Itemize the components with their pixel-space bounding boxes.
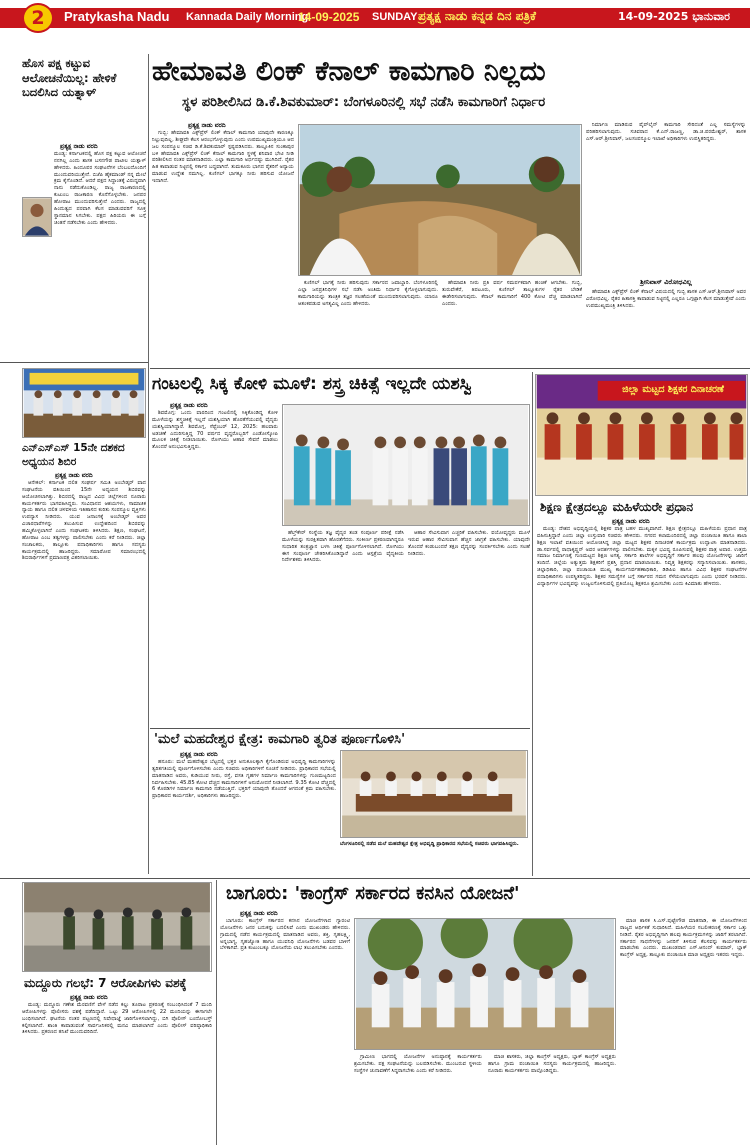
article-body: ಹೇಮಾವತಿ ನೀರು ಪ್ರತಿ ವರ್ಷ ಸಮರ್ಪಕವಾಗಿ ಹಂಚಿಕೆ ಆಗಬೇಕು. ಗುಬ್ಬಿ, ತುರುವೇಕೆರೆ, ತಿಪಟೂರು, ಕುಣಿಗಲ್ ತಾಲ್ಲೂಕುಗಳ ರೈತರ ಬೇಡಿಕೆ ಈಡೇರಿಸಲಾಗುವುದು. ಕೆನಾಲ್ ಕಾಮಗಾರಿಗೆ 400 ಕೋಟಿ ವೆಚ್ಚ ಮಾಡಲಾಗಿದೆ ಎಂದರು. [442, 280, 582, 307]
article-body: ನಿರ್ಮಾಣ ಮಾಡಿರುವ ಪೈಪ್‌ಲೈನ್ ಕಾಮಗಾರಿ ಸೇರಿದಂತೆ ಎಲ್ಲ ಸಮಸ್ಯೆಗಳನ್ನು ಪರಿಹರಿಸಲಾಗುವುದು. ಸಚಿವರಾದ ಕೆ.ಎನ್.ರಾಜಣ್ಣ, ಡಾ.ಜಿ.ಪರಮೇಶ್ವರ್, ಶಾಸಕ ಎಸ್.ಆರ್.ಶ್ರೀನಿವಾಸ್, ಜಲಸಂಪನ್ಮೂಲ ಇಲಾಖೆ ಅಧಿಕಾರಿಗಳು ಉಪಸ್ಥಿತರಿದ್ದರು. [586, 122, 746, 142]
article-byline: ಪ್ರತ್ಯಕ್ಷ ನಾಡು ವರದಿ [180, 751, 218, 758]
article-byline: ಪ್ರತ್ಯಕ್ಷ ನಾಡು ವರದಿ [70, 994, 108, 1001]
masthead-kannada-name: ಪ್ರತ್ಯಕ್ಷ ನಾಡು ಕನ್ನಡ ದಿನ ಪತ್ರಿಕೆ [418, 9, 537, 23]
teachers-day-banner: ಜಿಲ್ಲಾ ಮಟ್ಟದ ಶಿಕ್ಷಕರ ದಿನಾಚರಣೆ [622, 384, 724, 395]
article-body: ಮಂಡ್ಯ: ದೇಶದ ಅಭಿವೃದ್ಧಿಯಲ್ಲಿ ಶಿಕ್ಷಕರ ಪಾತ್ರ ಬಹಳ ಮುಖ್ಯವಾಗಿದೆ. ಶಿಕ್ಷಣ ಕ್ಷೇತ್ರದಲ್ಲೂ ಮಹಿಳೆಯರು ಪ್ರಧಾನ ಪಾತ್ರ ವಹಿಸುತ್ತಿದ್ದಾರೆ ಎಂದು ಜಿಲ್ಲಾ ಉಸ್ತುವಾರಿ ಸಚಿವರು ಹೇಳಿದರು. ನಗರದ ಕಲಾಮಂದಿರದಲ್ಲಿ ಜಿಲ್ಲಾ ಪಂಚಾಯಿತಿ ಹಾಗೂ ಶಾಲಾ ಶಿಕ್ಷಣ ಇಲಾಖೆ ವತಿಯಿಂದ ಆಯೋಜಿಸಿದ್ದ ಜಿಲ್ಲಾ ಮಟ್ಟದ ಶಿಕ್ಷಕರ ದಿನಾಚರಣೆ ಕಾರ್ಯಕ್ರಮ ಉದ್ಘಾಟಿಸಿ ಮಾತನಾಡಿದರು. ಡಾ.ಸರ್ವಪಲ್ಲಿ ರಾಧಾಕೃಷ್ಣನ್ ಅವರ ಆದರ್ಶಗಳನ್ನು ಪಾಲಿಸಬೇಕು. ಮಕ್ಕಳ ಭವಿಷ್ಯ ರೂಪಿಸುವಲ್ಲಿ ಶಿಕ್ಷಕರ ಪಾತ್ರ ಅಪಾರ. ಉತ್ತಮ ಸಮಾಜ ನಿರ್ಮಾಣಕ್ಕೆ ಗುಣಮಟ್ಟದ ಶಿಕ್ಷಣ ಅಗತ್ಯ. ಸರ್ಕಾರಿ ಶಾಲೆಗಳ ಅಭಿವೃದ್ಧಿಗೆ ಸರ್ಕಾರ ಹಲವು ಯೋಜನೆಗಳನ್ನು ಜಾರಿಗೆ ತಂದಿದೆ. ಜಿಲ್ಲೆಯ ಅತ್ಯುತ್ತಮ ಶಿಕ್ಷಕರಿಗೆ ಪ್ರಶಸ್ತಿ ಪ್ರದಾನ ಮಾಡಲಾಯಿತು. ನಿವೃತ್ತ ಶಿಕ್ಷಕರನ್ನು ಸನ್ಮಾನಿಸಲಾಯಿತು. ಶಾಸಕರು, ಜಿಲ್ಲಾಧಿಕಾರಿ, ಜಿಲ್ಲಾ ಪಂಚಾಯಿತಿ ಮುಖ್ಯ ಕಾರ್ಯನಿರ್ವಹಣಾಧಿಕಾರಿ, ಡಿಡಿಪಿಐ ಹಾಗೂ ವಿವಿಧ ಶಿಕ್ಷಕರ ಸಂಘಟನೆಗಳ ಪದಾಧಿಕಾರಿಗಳು ಉಪಸ್ಥಿತರಿದ್ದರು. ಶಿಕ್ಷಕರ ಸಮಸ್ಯೆಗಳ ಬಗ್ಗೆ ಸರ್ಕಾರದ ಗಮನ ಸೆಳೆಯಲಾಗುವುದು ಎಂದು ಭರವಸೆ ನೀಡಿದರು. ವಿದ್ಯಾರ್ಥಿಗಳ ಭವಿಷ್ಯವನ್ನು ಉಜ್ವಲಗೊಳಿಸುವಲ್ಲಿ ಪ್ರತಿಯೊಬ್ಬ ಶಿಕ್ಷಕರೂ ಶ್ರಮಿಸಬೇಕು ಎಂದು ಕಿವಿಮಾತು ಹೇಳಿದರು. [537, 526, 747, 587]
column-rule [216, 880, 217, 1145]
article-body: ಮಂಡ್ಯ: ಕರ್ನಾಟಕದಲ್ಲಿ ಹೊಸ ಪಕ್ಷ ಕಟ್ಟುವ ಆಲೋಚನೆ ನನಗಿಲ್ಲ ಎಂದು ಶಾಸಕ ಬಸನಗೌಡ ಪಾಟೀಲ ಯತ್ನಾಳ್ ಹೇಳಿದರು. ಹಿಂದೂಪರ ಸಂಘಟನೆಗಳ ಬೆಂಬಲದೊಂದಿಗೆ ಮುಂದುವರಿಯುತ್ತೇನೆ. ಬಿಜೆಪಿ ಹೈಕಮಾಂಡ್ ನನ್ನ ಮೇಲೆ ಕ್ರಮ ಕೈಗೊಂಡಿದೆ. ಆದರೆ ಪಕ್ಷದ ಸಿದ್ಧಾಂತಕ್ಕೆ ವಿರುದ್ಧವಾಗಿ ನಾನು ನಡೆದುಕೊಂಡಿಲ್ಲ. ರಾಜ್ಯ ರಾಜಕಾರಣದಲ್ಲಿ ಕುಟುಂಬ ರಾಜಕಾರಣ ಕೊನೆಗೊಳ್ಳಬೇಕು. ಜನಪರ ಹೋರಾಟ ಮುಂದುವರಿಸುತ್ತೇನೆ ಎಂದರು. ರಾಜ್ಯದಲ್ಲಿ ಹಿಂದುತ್ವದ ಪರವಾಗಿ ಕೆಲಸ ಮಾಡುವವರಿಗೆ ಸೂಕ್ತ ಸ್ಥಾನಮಾನ ಸಿಗಬೇಕು. ಪಕ್ಷದ ಹಿರಿಯರು ಈ ಬಗ್ಗೆ ಚಿಂತನೆ ನಡೆಸಬೇಕು ಎಂದು ಹೇಳಿದರು. [54, 151, 146, 226]
article-headline: 'ಮಲೆ ಮಹದೇಶ್ವರ ಕ್ಷೇತ್ರ: ಕಾಮಗಾರಿ ತ್ವರಿತ ಪೂರ್ಣಗೊಳಿಸಿ' [154, 732, 406, 747]
article-byline: ಪ್ರತ್ಯಕ್ಷ ನಾಡು ವರದಿ [240, 910, 278, 917]
masthead-day: SUNDAY [372, 11, 418, 23]
article-body: ಶಿವಮೊಗ್ಗ: ಒಂದು ವಾರದಿಂದ ಗಂಟಲಿನಲ್ಲಿ ಸಿಕ್ಕಿಕೊಂಡಿದ್ದ ಕೋಳಿ ಮೂಳೆಯನ್ನು ಶಸ್ತ್ರಚಿಕಿತ್ಸೆ ಇಲ್ಲದೆ ಯಶಸ್ವಿಯಾಗಿ ಹೊರತೆಗೆಯುವಲ್ಲಿ ವೈದ್ಯರು ಯಶಸ್ವಿಯಾಗಿದ್ದಾರೆ. ಶಿವಮೊಗ್ಗ, ಸೆಪ್ಟೆಂಬರ್ 12, 2025: ಹಲವಾರು ಅಡಚಣೆ ಎದುರಿಸುತ್ತಿದ್ದ 70 ವರ್ಷದ ವೃದ್ಧರೊಬ್ಬರಿಗೆ ಎಂಡೋಸ್ಕೋಪಿ ಮೂಲಕ ಚಿಕಿತ್ಸೆ ನೀಡಲಾಯಿತು. ರೋಗಿಯು ಆಹಾರ ಸೇವನೆ ಮಾಡಲು ತೊಂದರೆ ಅನುಭವಿಸುತ್ತಿದ್ದರು. [152, 410, 278, 451]
article-body: ಕುಣಿಗಲ್ ಭಾಗಕ್ಕೆ ನೀರು ಹರಿಸುವುದು ಸರ್ಕಾರದ ಜವಾಬ್ದಾರಿ. ಬೆಂಗಳೂರಿನಲ್ಲಿ ಎಲ್ಲಾ ಜನಪ್ರತಿನಿಧಿಗಳ ಸಭೆ ನಡೆಸಿ ಅಂತಿಮ ನಿರ್ಧಾರ ಕೈಗೊಳ್ಳಲಾಗುವುದು. ಕಾಮಗಾರಿಯನ್ನು ತಾಂತ್ರಿಕ ತಜ್ಞರ ಸಲಹೆಯಂತೆ ಮುಂದುವರಿಸಲಾಗುವುದು. ಯಾರೂ ಆತಂಕಪಡುವ ಅಗತ್ಯವಿಲ್ಲ ಎಂದು ಹೇಳಿದರು. [298, 280, 438, 307]
article-body: ಬಾಗೂರು: ಕಾಂಗ್ರೆಸ್ ಸರ್ಕಾರದ ಕನಸಿನ ಯೋಜನೆಗಳಾದ ಗ್ಯಾರಂಟಿ ಯೋಜನೆಗಳು ಜನರ ಬದುಕನ್ನು ಬದಲಿಸಿವೆ ಎಂದು ಮುಖಂಡರು ಹೇಳಿದರು. ಗ್ರಾಮದಲ್ಲಿ ನಡೆದ ಕಾರ್ಯಕ್ರಮದಲ್ಲಿ ಮಾತನಾಡಿದ ಅವರು, ಶಕ್ತಿ, ಗೃಹಲಕ್ಷ್ಮಿ, ಅನ್ನಭಾಗ್ಯ, ಗೃಹಜ್ಯೋತಿ ಹಾಗೂ ಯುವನಿಧಿ ಯೋಜನೆಗಳು ಬಡವರ ಬಾಳಿಗೆ ಬೆಳಕಾಗಿವೆ. ಪ್ರತಿ ಕುಟುಂಬಕ್ಕೂ ಯೋಜನೆಯ ಲಾಭ ತಲುಪಿಸಬೇಕು ಎಂದರು. [220, 918, 350, 952]
masthead [0, 0, 750, 44]
masthead-date: 14-09-2025 [298, 10, 360, 24]
article-byline: ಪ್ರತ್ಯಕ್ಷ ನಾಡು ವರದಿ [188, 122, 226, 129]
article-byline: ಪ್ರತ್ಯಕ್ಷ ನಾಡು ವರದಿ [170, 402, 208, 409]
lead-subhead: ಸ್ಥಳ ಪರಿಶೀಲಿಸಿದ ಡಿ.ಕೆ.ಶಿವಕುಮಾರ್: ಬೆಂಗಳೂರಿನಲ್ಲಿ ಸಭೆ ನಡೆಸಿ ಕಾಮಗಾರಿಗೆ ನಿರ್ಧಾರ [182, 95, 546, 110]
section-rule [0, 362, 148, 363]
photo-caption: ಬೆಂಗಳೂರಿನಲ್ಲಿ ನಡೆದ ಮಲೆ ಮಹದೇಶ್ವರ ಕ್ಷೇತ್ರ ಅಭಿವೃದ್ಧಿ ಪ್ರಾಧಿಕಾರದ ಸಭೆಯಲ್ಲಿ ಸಚಿವರು ಭಾಗವಹಿಸಿದ್ದರು. [340, 841, 519, 847]
section-rule [150, 368, 750, 369]
article-subhead: ಶ್ರೀನಿವಾಸ್ ವಿರೋಧವಿಲ್ಲ [640, 278, 692, 286]
section-rule [150, 728, 530, 729]
meeting-photo [340, 750, 528, 838]
article-byline: ಪ್ರತ್ಯಕ್ಷ ನಾಡು ವರದಿ [60, 143, 98, 150]
article-body: ಗ್ರಾಮೀಣ ಭಾಗದಲ್ಲಿ ಯೋಜನೆಗಳ ಅನುಷ್ಠಾನಕ್ಕೆ ಕಾರ್ಯಕರ್ತರು ಶ್ರಮಿಸಬೇಕು. ಪಕ್ಷ ಸಂಘಟನೆಯನ್ನು ಬಲಪಡಿಸಬೇಕು. ಮುಂಬರುವ ಸ್ಥಳೀಯ ಸಂಸ್ಥೆಗಳ ಚುನಾವಣೆಗೆ ಸಿದ್ಧರಾಗಬೇಕು ಎಂದು ಕರೆ ನೀಡಿದರು. [354, 1054, 482, 1074]
column-rule [148, 54, 149, 874]
article-byline: ಪ್ರತ್ಯಕ್ಷ ನಾಡು ವರದಿ [612, 518, 650, 525]
lead-headline: ಹೇಮಾವತಿ ಲಿಂಕ್ ಕೆನಾಲ್ ಕಾಮಗಾರಿ ನಿಲ್ಲದು [152, 56, 546, 87]
article-body: ಹೆಲ್ತ್‌ಕೇರ್ ಸಂಸ್ಥೆಯ ತಜ್ಞ ವೈದ್ಯರ ತಂಡ ಸಂಪೂರ್ಣ ಪರೀಕ್ಷೆ ನಡೆಸಿ ಮೂಳೆಯನ್ನು ಸುರಕ್ಷಿತವಾಗಿ ಹೊರತೆಗೆದರು. ಸಂಕೀರ್ಣ ಪ್ರಕರಣವಾಗಿದ್ದರೂ ಸುಧಾರಿತ ತಂತ್ರಜ್ಞಾನ ಬಳಸಿ ಚಿಕಿತ್ಸೆ ಪೂರ್ಣಗೊಳಿಸಲಾಗಿದೆ. ರೋಗಿಯು ಈಗ ಸಂಪೂರ್ಣ ಚೇತರಿಸಿಕೊಂಡಿದ್ದಾರೆ ಎಂದು ಆಸ್ಪತ್ರೆಯ ವೈದ್ಯಕೀಯ ನಿರ್ದೇಶಕರು ತಿಳಿಸಿದರು. [282, 530, 404, 564]
article-headline: ಹೊಸ ಪಕ್ಷ ಕಟ್ಟುವ ಆಲೋಚನೆಯಿಲ್ಲ: ಹೇಳಿಕೆ ಬದಲಿಸಿದ ಯತ್ನಾಳ್ [22, 56, 117, 100]
doctors-photo [282, 404, 530, 526]
article-body: ಆನೇಕಲ್: ಕರ್ನಾಟಕ ದಲಿತ ಸಂಘರ್ಷ ಸಮಿತಿ ಅಂಬೇಡ್ಕರ್ ವಾದ ಸಂಘಟನೆಯ ವತಿಯಿಂದ 15ನೇ ಅಧ್ಯಯನ ಶಿಬಿರವನ್ನು ಆಯೋಜಿಸಲಾಗಿತ್ತು. ಶಿಬಿರದಲ್ಲಿ ರಾಜ್ಯದ ವಿವಿಧ ಜಿಲ್ಲೆಗಳಿಂದ ನೂರಾರು ಕಾರ್ಯಕರ್ತರು ಭಾಗವಹಿಸಿದ್ದರು. ಸಂವಿಧಾನದ ಆಶಯಗಳು, ಸಾಮಾಜಿಕ ನ್ಯಾಯ ಹಾಗೂ ದಲಿತ ಚಳವಳಿಯ ಇತಿಹಾಸದ ಕುರಿತು ಸಂಪನ್ಮೂಲ ವ್ಯಕ್ತಿಗಳು ಉಪನ್ಯಾಸ ನೀಡಿದರು. ಯುವ ಜನಾಂಗಕ್ಕೆ ಅಂಬೇಡ್ಕರ್ ಅವರ ವಿಚಾರಧಾರೆಗಳನ್ನು ತಲುಪಿಸುವ ಉದ್ದೇಶದಿಂದ ಶಿಬಿರವನ್ನು ಹಮ್ಮಿಕೊಳ್ಳಲಾಗಿದೆ ಎಂದು ಸಂಘಟಕರು ತಿಳಿಸಿದರು. ಶಿಕ್ಷಣ, ಸಂಘಟನೆ, ಹೋರಾಟ ಎಂಬ ತತ್ವಗಳನ್ನು ಪಾಲಿಸಬೇಕು ಎಂದು ಕರೆ ನೀಡಿದರು. ಜಿಲ್ಲಾ ಸಂಚಾಲಕರು, ತಾಲ್ಲೂಕು ಪದಾಧಿಕಾರಿಗಳು ಹಾಗೂ ಸದಸ್ಯರು ಕಾರ್ಯಕ್ರಮದಲ್ಲಿ ಹಾಜರಿದ್ದರು. ಸಮಾರೋಪ ಸಮಾರಂಭದಲ್ಲಿ ಶಿಬಿರಾರ್ಥಿಗಳಿಗೆ ಪ್ರಮಾಣಪತ್ರ ವಿತರಿಸಲಾಯಿತು. [22, 480, 146, 562]
article-body: ಹನೂರು: ಮಲೆ ಮಹದೇಶ್ವರ ಬೆಟ್ಟದಲ್ಲಿ ಭಕ್ತರ ಅನುಕೂಲಕ್ಕಾಗಿ ಕೈಗೊಂಡಿರುವ ಅಭಿವೃದ್ಧಿ ಕಾಮಗಾರಿಗಳನ್ನು ತ್ವರಿತಗತಿಯಲ್ಲಿ ಪೂರ್ಣಗೊಳಿಸಬೇಕು ಎಂದು ಸಚಿವರು ಅಧಿಕಾರಿಗಳಿಗೆ ಸೂಚನೆ ನೀಡಿದರು. ಪ್ರಾಧಿಕಾರದ ಸಭೆಯಲ್ಲಿ ಮಾತನಾಡಿದ ಅವರು, ಕುಡಿಯುವ ನೀರು, ರಸ್ತೆ, ವಸತಿ ಗೃಹಗಳ ನಿರ್ಮಾಣ ಕಾಮಗಾರಿಗಳನ್ನು ಗುಣಮಟ್ಟದಿಂದ ನಿರ್ವಹಿಸಬೇಕು. 45.85 ಕೋಟಿ ವೆಚ್ಚದ ಕಾಮಗಾರಿಗಳಿಗೆ ಅನುಮೋದನೆ ನೀಡಲಾಗಿದೆ. 9.35 ಕೋಟಿ ವೆಚ್ಚದಲ್ಲಿ 6 ಕೊಠಡಿಗಳ ನಿರ್ಮಾಣ ಕಾಮಗಾರಿ ನಡೆಯುತ್ತಿದೆ. ಭಕ್ತರಿಗೆ ಯಾವುದೇ ತೊಂದರೆ ಆಗದಂತೆ ಕ್ರಮ ವಹಿಸಬೇಕು. ಪ್ರಾಧಿಕಾರದ ಕಾರ್ಯದರ್ಶಿ, ಅಧಿಕಾರಿಗಳು ಹಾಜರಿದ್ದರು. [152, 759, 336, 800]
article-body: ಮಂಡ್ಯ: ಮದ್ದೂರು ಗಣೇಶ ಮೆರವಣಿಗೆ ವೇಳೆ ನಡೆದ ಕಲ್ಲು ತೂರಾಟ ಪ್ರಕರಣಕ್ಕೆ ಸಂಬಂಧಿಸಿದಂತೆ 7 ಮಂದಿ ಆರೋಪಿಗಳನ್ನು ಪೊಲೀಸರು ವಶಕ್ಕೆ ಪಡೆದಿದ್ದಾರೆ. ಒಟ್ಟು 29 ಆರೋಪಿಗಳಲ್ಲಿ 22 ಮಂದಿಯನ್ನು ಈಗಾಗಲೇ ಬಂಧಿಸಲಾಗಿದೆ. ಘಟನೆಯ ನಂತರ ಪಟ್ಟಣದಲ್ಲಿ ನಿಷೇಧಾಜ್ಞೆ ಜಾರಿಗೊಳಿಸಲಾಗಿದ್ದು, ಬಿಗಿ ಪೊಲೀಸ್ ಬಂದೋಬಸ್ತ್ ಕಲ್ಪಿಸಲಾಗಿದೆ. ಶಾಂತಿ ಕಾಪಾಡುವಂತೆ ಸಾರ್ವಜನಿಕರಲ್ಲಿ ಮನವಿ ಮಾಡಲಾಗಿದೆ ಎಂದು ಪೊಲೀಸ್ ವರಿಷ್ಠಾಧಿಕಾರಿ ತಿಳಿಸಿದರು. ಪ್ರಕರಣದ ತನಿಖೆ ಮುಂದುವರಿದಿದೆ. [22, 1002, 212, 1036]
article-headline: ಗಂಟಲಲ್ಲಿ ಸಿಕ್ಕ ಕೋಳಿ ಮೂಳೆ: ಶಸ್ತ್ರ ಚಿಕಿತ್ಸೆ ಇಲ್ಲದೇ ಯಶಸ್ವಿ [152, 374, 472, 394]
lead-photo [298, 124, 582, 276]
congress-meeting-photo [354, 918, 616, 1050]
paper-tagline: Kannada Daily Morning [186, 11, 309, 23]
article-body: ಗುಬ್ಬಿ: ಹೇಮಾವತಿ ಎಕ್ಸ್‌ಪ್ರೆಸ್ ಲಿಂಕ್ ಕೆನಾಲ್ ಕಾಮಗಾರಿ ಯಾವುದೇ ಕಾರಣಕ್ಕೂ ನಿಲ್ಲುವುದಿಲ್ಲ, ಶೀಘ್ರವೇ ಕೆಲಸ ಆರಂಭಗೊಳ್ಳುವುದು ಎಂದು ಉಪಮುಖ್ಯಮಂತ್ರಿಯೂ ಆದ ಜಲ ಸಂಪನ್ಮೂಲ ಸಚಿವ ಡಿ.ಕೆ.ಶಿವಕುಮಾರ್ ಸ್ಪಷ್ಟಪಡಿಸಿದರು. ತಾಲ್ಲೂಕಿನ ಸುಂಕಾಪುರ ಬಳಿ ಹೇಮಾವತಿ ಎಕ್ಸ್‌ಪ್ರೆಸ್ ಲಿಂಕ್ ಕೆನಾಲ್ ಕಾಮಗಾರಿ ಸ್ಥಳಕ್ಕೆ ಶನಿವಾರ ಭೇಟಿ ನೀಡಿ ಪರಿಶೀಲಿಸಿದ ನಂತರ ಮಾತನಾಡಿದರು. ಎಲ್ಲಾ ಕಾಮಗಾರಿ ಅರ್ಧದಷ್ಟು ಮುಗಿದಿದೆ. ರೈತರ ಹಿತ ಕಾಪಾಡುವ ನಿಟ್ಟಿನಲ್ಲಿ ಸರ್ಕಾರ ಬದ್ಧವಾಗಿದೆ. ತುಮಕೂರು ಭಾಗದ ರೈತರಿಗೆ ಅನ್ಯಾಯ ಮಾಡುವ ಉದ್ದೇಶ ನಮಗಿಲ್ಲ. ಕುಣಿಗಲ್ ಭಾಗಕ್ಕೂ ನೀರು ಹರಿಸುವ ಯೋಜನೆ ಇದಾಗಿದೆ. [152, 130, 294, 185]
article-headline: ಬಾಗೂರು: 'ಕಾಂಗ್ರೆಸ್ ಸರ್ಕಾರದ ಕನಸಿನ ಯೋಜನೆ' [226, 883, 520, 904]
column-rule [532, 372, 533, 876]
section-rule [0, 878, 750, 879]
article-headline: ಮದ್ದೂರು ಗಲಭೆ: 7 ಆರೋಪಿಗಳು ವಶಕ್ಕೆ [24, 976, 187, 990]
paper-name: Pratykasha Nadu [64, 9, 170, 24]
article-body: ಮಾಜಿ ಶಾಸಕರು, ಜಿಲ್ಲಾ ಕಾಂಗ್ರೆಸ್ ಅಧ್ಯಕ್ಷರು, ಬ್ಲಾಕ್ ಕಾಂಗ್ರೆಸ್ ಅಧ್ಯಕ್ಷರು ಹಾಗೂ ಗ್ರಾಮ ಪಂಚಾಯಿತಿ ಸದಸ್ಯರು ಕಾರ್ಯಕ್ರಮದಲ್ಲಿ ಹಾಜರಿದ್ದರು. ನೂರಾರು ಕಾರ್ಯಕರ್ತರು ಪಾಲ್ಗೊಂಡಿದ್ದರು. [488, 1054, 616, 1074]
police-photo [22, 882, 212, 972]
article-headline: ಎನ್‌ಎಸ್‌ಎಸ್ 15ನೇ ದಶಕದ ಅಧ್ಯಯನ ಶಿಬಿರ [22, 442, 125, 468]
page-number: 2 [22, 3, 54, 33]
article-headline: ಶಿಕ್ಷಣ ಕ್ಷೇತ್ರದಲ್ಲೂ ಮಹಿಳೆಯರೇ ಪ್ರಧಾನ [540, 500, 694, 514]
article-byline: ಪ್ರತ್ಯಕ್ಷ ನಾಡು ವರದಿ [55, 472, 93, 479]
camp-photo [22, 368, 146, 438]
masthead-kannada-date: 14-09-2025 ಭಾನುವಾರ [618, 10, 730, 23]
article-body: ಆಹಾರ ಸೇವಿಸುವಾಗ ಎಚ್ಚರಿಕೆ ವಹಿಸಬೇಕು. ವಯೋವೃದ್ಧರು ಮೂಳೆ ಇರುವ ಆಹಾರ ಸೇವಿಸುವಾಗ ಹೆಚ್ಚಿನ ಜಾಗ್ರತೆ ವಹಿಸಬೇಕು. ಯಾವುದೇ ತೊಂದರೆ ಕಂಡುಬಂದರೆ ತಕ್ಷಣ ವೈದ್ಯರನ್ನು ಸಂಪರ್ಕಿಸಬೇಕು ಎಂದು ಸಲಹೆ ನೀಡಿದರು. [408, 530, 530, 557]
article-body: ಹೇಮಾವತಿ ಎಕ್ಸ್‌ಪ್ರೆಸ್ ಲಿಂಕ್ ಕೆನಾಲ್ ವಿಷಯದಲ್ಲಿ ಗುಬ್ಬಿ ಶಾಸಕ ಎಸ್.ಆರ್.ಶ್ರೀನಿವಾಸ್ ಅವರ ವಿರೋಧವಿಲ್ಲ. ರೈತರ ಹಿತಾಸಕ್ತಿ ಕಾಪಾಡುವ ನಿಟ್ಟಿನಲ್ಲಿ ಎಲ್ಲರೂ ಒಗ್ಗಟ್ಟಾಗಿ ಕೆಲಸ ಮಾಡುತ್ತೇವೆ ಎಂದು ಉಪಮುಖ್ಯಮಂತ್ರಿ ತಿಳಿಸಿದರು. [586, 289, 746, 309]
article-body: ಮಾಜಿ ಶಾಸಕ ಸಿ.ಎಸ್.ಪುಟ್ಟೇಗೌಡ ಮಾತನಾಡಿ, ಈ ಯೋಜನೆಗಳಿಂದ ರಾಜ್ಯದ ಆರ್ಥಿಕತೆ ಸುಧಾರಿಸಿದೆ. ಮಹಿಳೆಯರ ಸಬಲೀಕರಣಕ್ಕೆ ಸರ್ಕಾರ ಒತ್ತು ನೀಡಿದೆ. ರೈತರ ಅಭಿವೃದ್ಧಿಗಾಗಿ ಹಲವು ಕಾರ್ಯಕ್ರಮಗಳನ್ನು ಜಾರಿಗೆ ತರಲಾಗಿದೆ. ಸರ್ಕಾರದ ಸಾಧನೆಗಳನ್ನು ಜನರಿಗೆ ತಿಳಿಸುವ ಕೆಲಸವನ್ನು ಕಾರ್ಯಕರ್ತರು ಮಾಡಬೇಕು ಎಂದರು. ಮುಖಂಡರಾದ ಎಸ್.ಆನಂದ್ ಕುಮಾರ್, ಬ್ಲಾಕ್ ಕಾಂಗ್ರೆಸ್ ಅಧ್ಯಕ್ಷ, ತಾಲ್ಲೂಕು ಪಂಚಾಯಿತಿ ಮಾಜಿ ಅಧ್ಯಕ್ಷರು ಇತರರು ಇದ್ದರು. [620, 918, 747, 959]
